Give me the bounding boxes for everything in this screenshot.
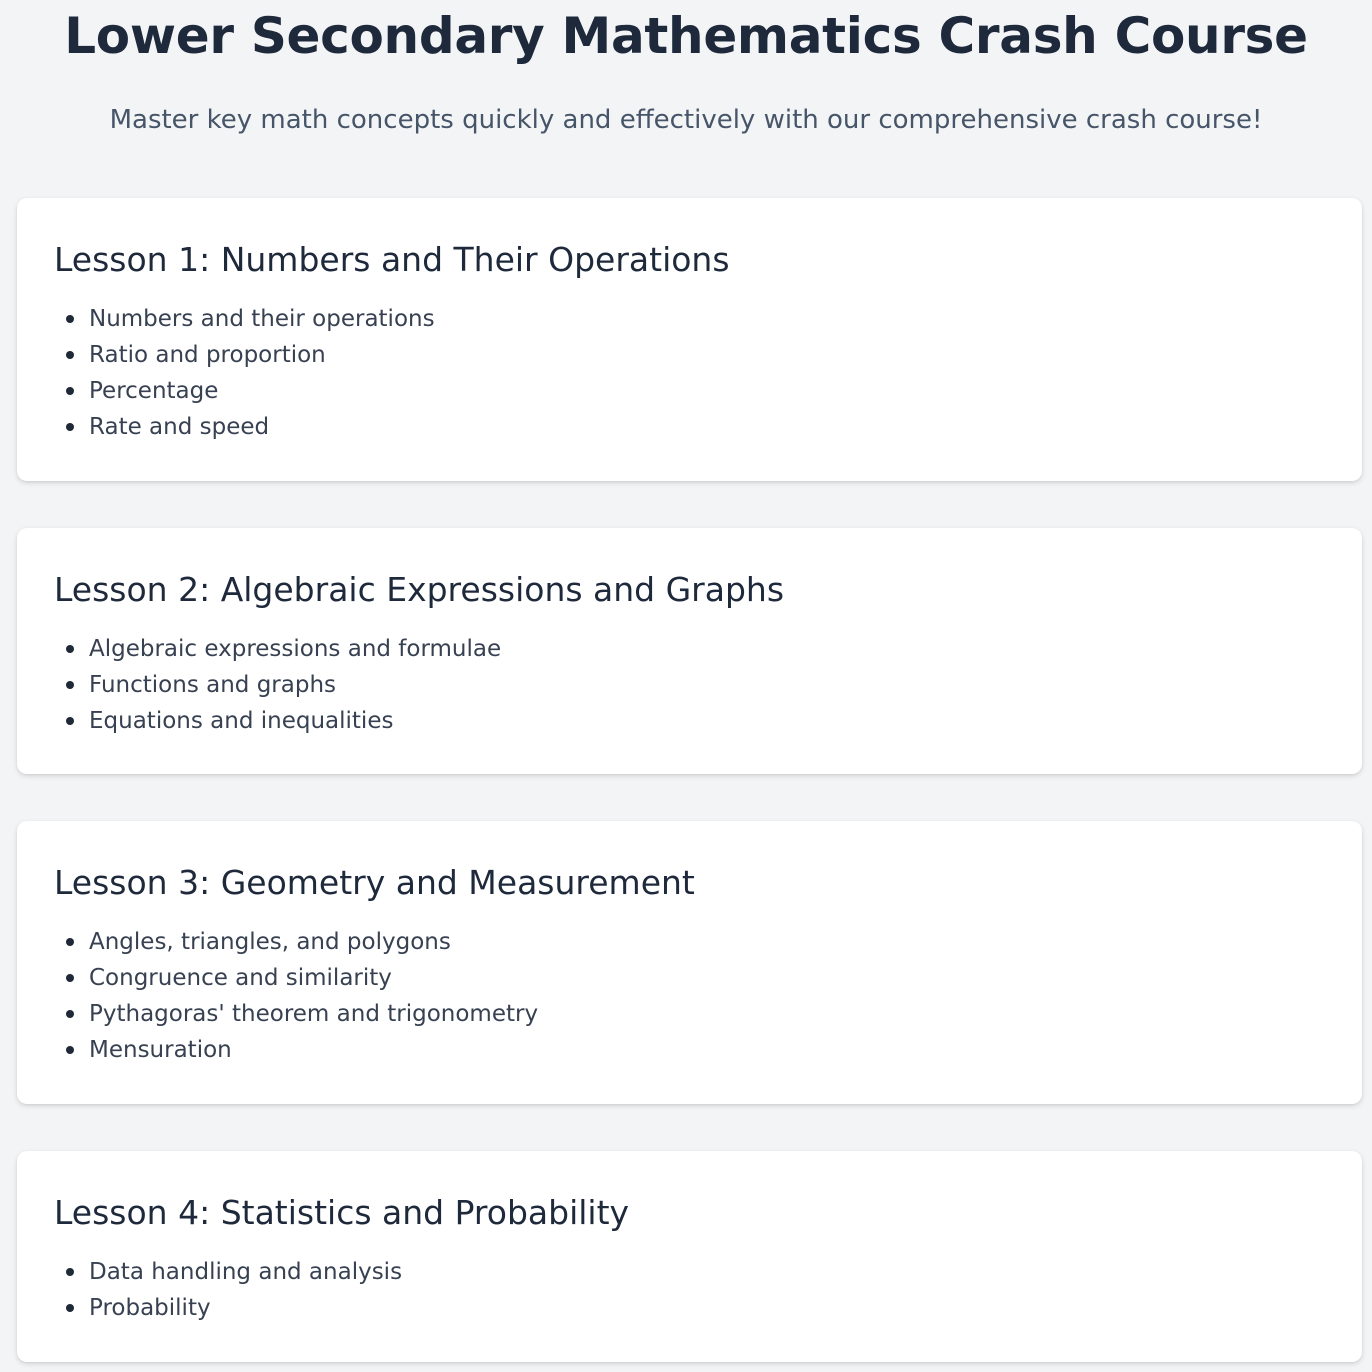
- topic-label: Congruence and similarity: [89, 965, 392, 991]
- bullet-icon: [66, 423, 74, 431]
- lesson-card-2: [17, 528, 1362, 774]
- topic-label: Rate and speed: [89, 414, 270, 440]
- topic-label: Probability: [89, 1295, 211, 1321]
- bullet-icon: [66, 1046, 74, 1054]
- list-item: [54, 1254, 402, 1290]
- lesson-card-1: [17, 198, 1362, 481]
- list-item: [54, 373, 435, 409]
- topic-label: Algebraic expressions and formulae: [89, 636, 502, 662]
- list-item: [54, 301, 435, 337]
- topic-label: Angles, triangles, and polygons: [89, 929, 451, 955]
- bullet-icon: [66, 1304, 74, 1312]
- page-subtitle: Master key math concepts quickly and effectively with our comprehensive crash course!: [109, 105, 1263, 135]
- lesson-title: Lesson 3: Geometry and Measurement: [54, 863, 695, 902]
- topic-label: Numbers and their operations: [89, 306, 435, 332]
- lesson-title: Lesson 4: Statistics and Probability: [54, 1193, 630, 1232]
- bullet-icon: [66, 387, 74, 395]
- bullet-icon: [66, 1268, 74, 1276]
- lesson-card-3: [17, 821, 1362, 1104]
- topic-list: [54, 924, 538, 1068]
- bullet-icon: [66, 351, 74, 359]
- topic-label: Mensuration: [89, 1037, 232, 1063]
- topic-label: Functions and graphs: [89, 672, 337, 698]
- bullet-icon: [66, 645, 74, 653]
- list-item: [54, 337, 435, 373]
- bullet-icon: [66, 681, 74, 689]
- bullet-icon: [66, 315, 74, 323]
- topic-list: [54, 1254, 402, 1326]
- page-title: Lower Secondary Mathematics Crash Course: [64, 7, 1308, 65]
- list-item: [54, 631, 501, 667]
- topic-label: Data handling and analysis: [89, 1259, 403, 1285]
- bullet-icon: [66, 1010, 74, 1018]
- lesson-title: Lesson 2: Algebraic Expressions and Graphs: [54, 570, 785, 609]
- list-item: [54, 996, 538, 1032]
- list-item: [54, 960, 538, 996]
- bullet-icon: [66, 974, 74, 982]
- topic-list: [54, 631, 501, 739]
- topic-label: Ratio and proportion: [89, 342, 326, 368]
- topic-label: Pythagoras' theorem and trigonometry: [89, 1001, 539, 1027]
- list-item: [54, 1290, 402, 1326]
- lesson-title: Lesson 1: Numbers and Their Operations: [54, 240, 730, 279]
- topic-label: Equations and inequalities: [89, 708, 394, 734]
- list-item: [54, 667, 501, 703]
- bullet-icon: [66, 717, 74, 725]
- topic-list: [54, 301, 435, 445]
- topic-label: Percentage: [89, 378, 219, 404]
- bullet-icon: [66, 938, 74, 946]
- list-item: [54, 924, 538, 960]
- lesson-card-4: [17, 1151, 1362, 1362]
- list-item: [54, 409, 435, 445]
- list-item: [54, 1032, 538, 1068]
- list-item: [54, 703, 501, 739]
